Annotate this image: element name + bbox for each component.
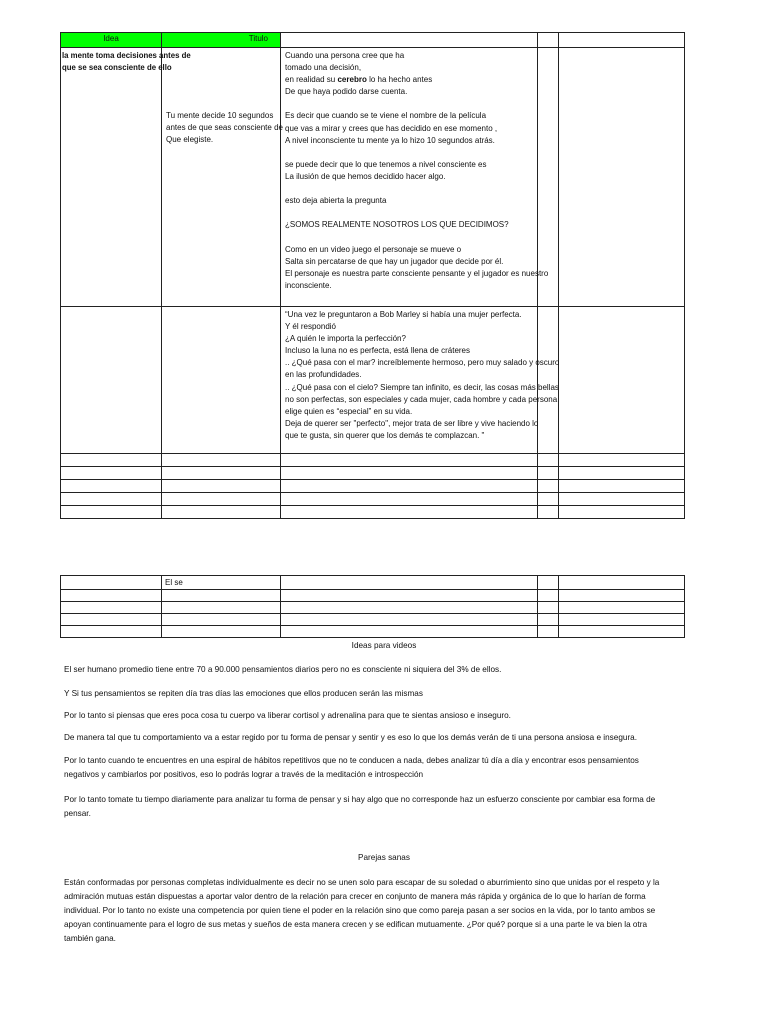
quote-line: ¿A quién le importa la perfección? xyxy=(285,334,406,344)
content-line: se puede decir que lo que tenemos a nivel consciente es xyxy=(285,159,487,169)
content-line: esto deja abierta la pregunta xyxy=(285,196,387,206)
paragraph-line: negativos y cambiarlos por positivos, eso lo podrás lograr a través de la meditación e introspección xyxy=(64,770,424,779)
empty-cell[interactable] xyxy=(559,480,685,493)
empty-cell[interactable] xyxy=(281,576,538,590)
content-line: ¿SOMOS REALMENTE NOSOTROS LOS QUE DECIDIMOS? xyxy=(285,220,509,230)
paragraph-line: Por lo tanto cuando te encuentres en una espiral de hábitos repetitivos que no te conducen a nada, debes analizar tú día a día y encontrar esos pensamientos xyxy=(64,756,639,765)
empty-cell[interactable] xyxy=(162,467,281,480)
quote-line: .. ¿Qué pasa con el mar? increíblemente hermoso, pero muy salado y oscuro xyxy=(285,358,560,368)
empty-cell[interactable] xyxy=(61,601,162,613)
empty-cell[interactable] xyxy=(538,576,559,590)
quote-line: elige quien es “especial” en su vida. xyxy=(285,406,413,416)
empty-cell[interactable] xyxy=(162,493,281,506)
empty-cell[interactable] xyxy=(559,506,685,519)
section-heading: Ideas para videos xyxy=(351,641,417,650)
header-cell-5[interactable] xyxy=(559,33,685,48)
title-line: Que elegiste. xyxy=(166,135,214,144)
paragraph-line: admiración mutuas están dispuestas a aportar valor dentro de la relación para crecer en conjunto de manera más rápida y orgánica de lo que lo harían de forma xyxy=(64,892,646,901)
paragraph-line: también gana. xyxy=(64,934,116,943)
empty-cell[interactable] xyxy=(559,454,685,467)
empty-cell[interactable] xyxy=(281,467,538,480)
cell-text: El se xyxy=(165,578,183,587)
quote-line: Incluso la luna no es perfecta, está llena de cráteres xyxy=(285,346,470,356)
paragraph-line: individual. Por lo tanto no existe una competencia por quien tiene el poder en la relación sino que como pareja pasan a ser socios en la vida, por lo tanto ambos se xyxy=(64,906,656,915)
empty-cell[interactable] xyxy=(61,576,162,590)
second-table xyxy=(60,575,685,638)
empty-cell[interactable] xyxy=(281,613,538,625)
paragraph xyxy=(64,876,724,946)
empty-cell[interactable] xyxy=(61,467,162,480)
empty-cell[interactable] xyxy=(162,613,281,625)
empty-cell[interactable] xyxy=(538,467,559,480)
content-line: tomado una decisión, xyxy=(285,63,362,73)
content-line: La ilusión de que hemos decidido hacer algo. xyxy=(285,171,446,181)
empty-cell[interactable] xyxy=(559,493,685,506)
empty-cell[interactable] xyxy=(559,613,685,625)
header-idea[interactable]: Idea xyxy=(61,33,162,48)
empty-cell[interactable] xyxy=(559,307,685,454)
empty-cell[interactable] xyxy=(162,454,281,467)
paragraph xyxy=(64,731,724,745)
title-cell[interactable] xyxy=(162,48,281,307)
content-line: en realidad su cerebro lo ha hecho antes xyxy=(285,75,433,85)
paragraph-line: Por lo tanto si piensas que eres poca cosa tu cuerpo va liberar cortisol y adrenalina para que te sientas ansioso e inseguro. xyxy=(64,711,511,720)
quote-line: no son perfectas, son especiales y cada mujer, cada hombre y cada persona xyxy=(285,394,558,404)
content-line: Es decir que cuando se te viene el nombre de la película xyxy=(285,111,487,121)
content-line: El personaje es nuestra parte consciente pensante y el jugador es nuestro xyxy=(285,268,549,278)
idea-line: que se sea consciente de ello xyxy=(62,63,172,72)
paragraph xyxy=(64,793,724,821)
empty-cell[interactable] xyxy=(559,601,685,613)
empty-cell[interactable] xyxy=(559,48,685,307)
empty-cell[interactable] xyxy=(61,493,162,506)
empty-cell[interactable] xyxy=(281,480,538,493)
empty-cell[interactable] xyxy=(281,493,538,506)
quote-cell[interactable] xyxy=(281,307,560,454)
quote-line: que te gusta, sin querer que los demás te complazcan. " xyxy=(285,430,485,440)
empty-cell[interactable] xyxy=(162,601,281,613)
empty-cell[interactable] xyxy=(538,589,559,601)
empty-cell[interactable] xyxy=(281,589,538,601)
empty-cell[interactable] xyxy=(61,589,162,601)
content-line: inconsciente. xyxy=(285,280,332,290)
paragraph-line: Y Si tus pensamientos se repiten día tras días las emociones que ellos producen serán las mismas xyxy=(64,689,423,698)
empty-cell[interactable] xyxy=(538,601,559,613)
paragraph xyxy=(64,663,724,677)
empty-cell[interactable] xyxy=(61,613,162,625)
paragraph xyxy=(64,709,724,723)
empty-cell[interactable] xyxy=(559,467,685,480)
header-cell-3[interactable] xyxy=(281,33,538,48)
content-line: que vas a mirar y crees que has decidido en ese momento , xyxy=(285,123,498,133)
empty-cell[interactable] xyxy=(538,506,559,519)
empty-cell[interactable] xyxy=(559,625,685,637)
empty-cell[interactable] xyxy=(559,589,685,601)
empty-cell[interactable] xyxy=(538,625,559,637)
content-cell[interactable] xyxy=(281,48,549,307)
idea-line: la mente toma decisiones antes de xyxy=(62,51,191,60)
empty-cell[interactable] xyxy=(281,601,538,613)
empty-cell[interactable] xyxy=(162,625,281,637)
text-cell[interactable] xyxy=(162,576,281,590)
empty-cell[interactable] xyxy=(538,480,559,493)
paragraph-line: pensar. xyxy=(64,809,91,818)
empty-cell[interactable] xyxy=(538,454,559,467)
header-titulo[interactable]: Titulo xyxy=(162,33,281,48)
ideas-table xyxy=(60,32,685,519)
empty-cell[interactable] xyxy=(61,454,162,467)
empty-cell[interactable] xyxy=(61,307,162,454)
empty-cell[interactable] xyxy=(162,589,281,601)
paragraph-line: Están conformadas por personas completas individualmente es decir no se unen solo para escapar de su soledad o aburrimiento sino que unidas por el respeto y la xyxy=(64,878,660,887)
empty-cell[interactable] xyxy=(61,480,162,493)
paragraph-line: De manera tal que tu comportamiento va a estar regido por tu forma de pensar y sentir y es eso lo que los demás verán de ti una persona ansiosa e insegura. xyxy=(64,733,637,742)
title-line: antes de que seas consciente de xyxy=(166,123,283,132)
empty-cell[interactable] xyxy=(162,307,281,454)
quote-line: Y él respondió xyxy=(285,322,336,332)
empty-cell[interactable] xyxy=(281,625,538,637)
empty-cell[interactable] xyxy=(538,493,559,506)
empty-cell[interactable] xyxy=(162,480,281,493)
content-line: De que haya podido darse cuenta. xyxy=(285,87,408,97)
paragraph-line: apoyan continuamente para el logro de sus metas y sueños de esta manera crecen y se edifican mutuamente. ¿Por qué? porque si a una parte le va bien la otra xyxy=(64,920,648,929)
content-line: A nivel inconsciente tu mente ya lo hizo 10 segundos atrás. xyxy=(285,135,495,145)
quote-line: .. ¿Qué pasa con el cielo? Siempre tan infinito, es decir, las cosas más bellas xyxy=(285,382,559,392)
empty-cell[interactable] xyxy=(538,48,559,307)
quote-line: “Una vez le preguntaron a Bob Marley si había una mujer perfecta. xyxy=(285,310,522,319)
paragraph-line: Por lo tanto tomate tu tiempo diariamente para analizar tu forma de pensar y si hay algo que no corresponde haz un esfuerzo consciente por cambiar esa forma de xyxy=(64,795,656,804)
content-line: Como en un video juego el personaje se mueve o xyxy=(285,244,462,254)
empty-cell[interactable] xyxy=(281,506,538,519)
header-cell-4[interactable] xyxy=(538,33,559,48)
paragraph xyxy=(64,754,724,782)
section-heading: Parejas sanas xyxy=(358,853,410,862)
empty-cell[interactable] xyxy=(61,625,162,637)
content-line: Salta sin percatarse de que hay un jugador que decide por él. xyxy=(285,256,504,266)
title-line: Tu mente decide 10 segundos xyxy=(166,111,274,120)
empty-cell[interactable] xyxy=(281,454,538,467)
empty-cell[interactable] xyxy=(538,307,559,454)
paragraph-line: El ser humano promedio tiene entre 70 a 90.000 pensamientos diarios pero no es consciente ni siquiera del 3% de ellos. xyxy=(64,665,502,674)
empty-cell[interactable] xyxy=(61,506,162,519)
quote-line: Deja de querer ser "perfecto", mejor trata de ser libre y vive haciendo lo xyxy=(285,418,539,428)
empty-cell[interactable] xyxy=(162,506,281,519)
empty-cell[interactable] xyxy=(538,613,559,625)
content-line: Cuando una persona cree que ha xyxy=(285,51,405,60)
empty-cell[interactable] xyxy=(559,576,685,590)
paragraph xyxy=(64,687,724,701)
quote-line: en las profundidades. xyxy=(285,370,362,380)
